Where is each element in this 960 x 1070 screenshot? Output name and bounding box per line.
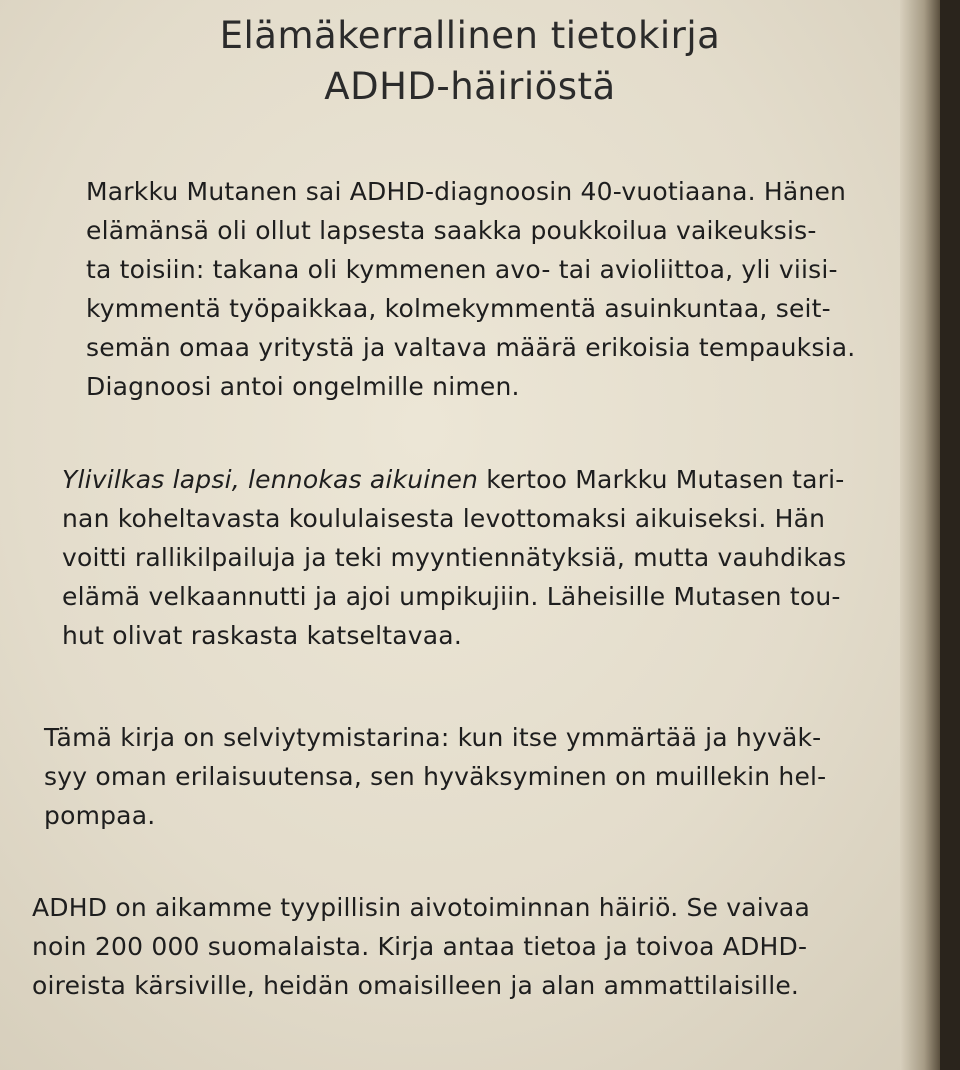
cover-heading [120, 10, 820, 112]
heading-line-1: Elämäkerrallinen tietokirja [219, 14, 721, 57]
text-line: nan koheltavasta koululaisesta levottomaksi aikuiseksi. Hän [62, 504, 826, 533]
text-line: noin 200 000 suomalaista. Kirja antaa tietoa ja toivoa ADHD- [32, 932, 808, 961]
text-line: Markku Mutanen sai ADHD-diagnoosin 40-vuotiaana. Hänen [86, 177, 847, 206]
text-line: oireista kärsiville, heidän omaisilleen ja alan ammattilaisille. [32, 971, 800, 1000]
text-line: pompaa. [44, 801, 156, 830]
paragraph-adhd-info [32, 888, 810, 1005]
heading-line-2: ADHD-häiriöstä [324, 65, 616, 108]
text-line: elämä velkaannutti ja ajoi umpikujiin. Läheisille Mutasen tou- [62, 582, 841, 611]
text-line: voitti rallikilpailuja ja teki myyntiennätyksiä, mutta vauhdikas [62, 543, 847, 572]
text-line: ta toisiin: takana oli kymmenen avo- tai avioliittoa, yli viisi- [86, 255, 838, 284]
text-line: semän omaa yritystä ja valtava määrä erikoisia tempauksia. [86, 333, 856, 362]
book-title: Ylivilkas lapsi, lennokas aikuinen [62, 465, 479, 494]
text-line: syy oman erilaisuutensa, sen hyväksyminen on muillekin hel- [44, 762, 827, 791]
paragraph-survival [44, 718, 826, 835]
text-line: ADHD on aikamme tyypillisin aivotoiminnan häiriö. Se vaivaa [32, 893, 810, 922]
text-line: hut olivat raskasta katseltavaa. [62, 621, 462, 650]
text-line: elämänsä oli ollut lapsesta saakka poukkoilua vaikeuksis- [86, 216, 817, 245]
text-line [62, 460, 846, 499]
text-line: Diagnoosi antoi ongelmille nimen. [86, 372, 520, 401]
text-line: kymmentä työpaikkaa, kolmekymmentä asuinkuntaa, seit- [86, 294, 831, 323]
text-fragment: kertoo Markku Mutasen tari- [478, 465, 845, 494]
text-line: Tämä kirja on selviytymistarina: kun itse ymmärtää ja hyväk- [44, 723, 822, 752]
paragraph-story [62, 460, 846, 655]
page-edge-shadow [900, 0, 940, 1070]
paragraph-intro [86, 172, 855, 406]
